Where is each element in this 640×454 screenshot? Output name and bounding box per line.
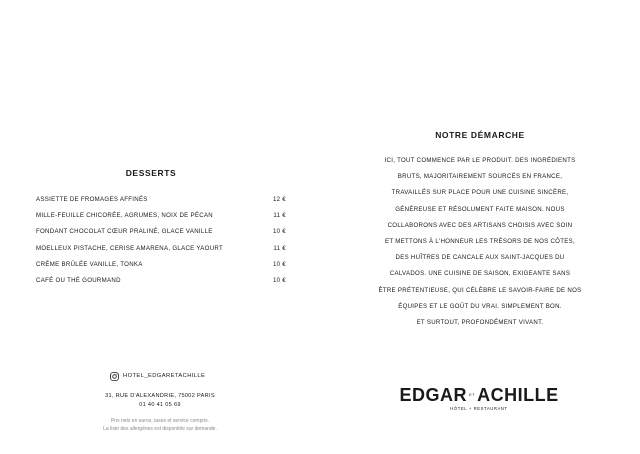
menu-item-name: ASSIETTE DE FROMAGES AFFINÉS [36,196,148,203]
menu-item [36,277,286,293]
paragraph-line: ET METTONS À L'HONNEUR LES TRÉSORS DE NOS CÔTES, [385,238,575,246]
logo-wordmark [399,385,559,405]
menu-item [36,245,286,261]
demarche-title: NOTRE DÉMARCHE [435,130,525,140]
menu-item-price: 10 € [272,260,286,268]
logo-ampersand: ET [468,391,476,397]
logo-tagline: HÔTEL + RESTAURANT [450,406,508,411]
logo-word-edgar: EDGAR [399,385,467,405]
price-note [60,418,260,433]
menu-item-price: 11 € [273,212,286,220]
paragraph-line: ÉQUIPES ET LE GOÛT DU VRAI. SIMPLEMENT BON. [398,302,562,310]
paragraph-line: DES HUÎTRES DE CANCALE AUX SAINT-JACQUES DU [395,254,565,262]
menu-item-price: 12 € [272,196,286,203]
instagram-handle[interactable] [110,370,205,382]
address-block [60,392,260,410]
paragraph-line: COLLABORONS AVEC DES ARTISANS CHOISIS AVEC SOIN [387,221,573,229]
paragraph-line: BRUTS, MAJORITAIREMENT SOURCÉS EN FRANCE, [397,173,563,181]
paragraph-line: CALVADOS. UNE CUISINE DE SAISON, EXIGEANTE SANS [389,270,571,278]
edgar-achille-logo [399,385,559,415]
menu-item-name: MOELLEUX PISTACHE, CERISE AMARENA, GLACE YAOURT [36,244,224,252]
menu-item-name: FONDANT CHOCOLAT CŒUR PRALINÉ, GLACE VANILLE [36,228,213,236]
paragraph-line: GÉNÉREUSE ET RÉSOLUMENT FAITE MAISON. NOUS [395,205,565,213]
right-page [320,0,640,454]
menu-item-price: 10 € [272,228,286,236]
menu-item-price: 11 € [273,244,286,252]
instagram-icon [110,372,119,381]
menu-item-name: CRÈME BRÛLÉE VANILLE, TONKA [36,260,143,268]
address-phone: 01 40 41 05 69 [139,402,181,408]
desserts-title: DESSERTS [125,168,177,178]
menu-item [36,261,286,277]
paragraph-line: ICI, TOUT COMMENCE PAR LE PRODUIT. DES INGRÉDIENTS [384,157,576,164]
menu-item-name: MILLE-FEUILLE CHICORÉE, AGRUMES, NOIX DE PÉCAN [36,212,214,220]
price-note-line: Prix nets en euros, taxes et service compris. [110,418,210,424]
menu-item [36,196,286,212]
paragraph-line: ÊTRE PRÉTENTIEUSE, QUI CÉLÈBRE LE SAVOIR-FAIRE DE NOS [378,286,582,294]
logo-word-achille: ACHILLE [477,385,559,405]
allergen-note-line: La liste des allergènes est disponible sur demande. [103,425,217,432]
demarche-paragraph [330,153,630,331]
instagram-label: HOTEL_EDGARETACHILLE [123,373,206,379]
menu-item-price: 10 € [272,276,286,284]
menu-item-name: CAFÉ OU THÉ GOURMAND [36,276,121,284]
menu-item [36,212,286,228]
address-street: 31, RUE D'ALEXANDRIE, 75002 PARIS [105,393,215,399]
paragraph-line: ET SURTOUT, PROFONDÉMENT VIVANT. [416,319,544,327]
menu-item [36,228,286,244]
desserts-menu [36,196,286,293]
paragraph-line: TRAVAILLÉS SUR PLACE POUR UNE CUISINE SINCÈRE, [391,189,569,197]
